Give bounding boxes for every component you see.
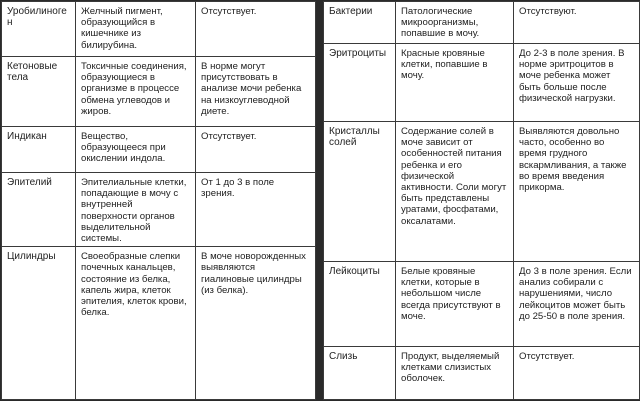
row-norm: В норме могут присутствовать в анализе мочи ребенка на низкоуглеводной диете. [196, 57, 316, 127]
row-name: Кристаллы солей [324, 122, 396, 262]
row-description: Своеобразные слепки почечных канальцев, состояние из белка, капель жира, клеток эпителия, клеток крови, белка. [76, 247, 196, 400]
row-description: Токсичные соединения, образующиеся в организме в процессе обмена углеводов и жиров. [76, 57, 196, 127]
row-norm: В моче новорожденных выявляются гиалиновые цилиндры (из белка). [196, 247, 316, 400]
row-name: Эпителий [2, 173, 76, 247]
table-row [2, 57, 316, 127]
table-row [324, 347, 640, 400]
table-row [2, 173, 316, 247]
row-norm: От 1 до 3 в поле зрения. [196, 173, 316, 247]
row-name: Бактерии [324, 2, 396, 44]
row-name: Цилиндры [2, 247, 76, 400]
row-description: Продукт, выделяемый клетками слизистых оболочек. [396, 347, 514, 400]
row-description: Белые кровяные клетки, которые в небольшом числе всегда присутствуют в моче. [396, 262, 514, 347]
row-name: Эритроциты [324, 44, 396, 122]
row-name: Кетоновые тела [2, 57, 76, 127]
table-row [324, 44, 640, 122]
row-norm: Отсутствует. [196, 2, 316, 57]
row-norm: Отсутствует. [514, 347, 640, 400]
row-description: Вещество, образующееся при окислении индола. [76, 127, 196, 173]
row-name: Слизь [324, 347, 396, 400]
row-norm: Выявляются довольно часто, особенно во время грудного вскармливания, а также во время введения прикорма. [514, 122, 640, 262]
table-row [2, 127, 316, 173]
row-name: Индикан [2, 127, 76, 173]
row-norm: До 3 в поле зрения. Если анализ собирали с нарушениями, число лейкоцитов может быть до 25-50 в поле зрения. [514, 262, 640, 347]
row-description: Желчный пигмент, образующийся в кишечнике из билирубина. [76, 2, 196, 57]
right-table-panel [322, 0, 640, 401]
table-row [324, 2, 640, 44]
row-description: Эпителиальные клетки, попадающие в мочу с внутренней поверхности органов выделительной системы. [76, 173, 196, 247]
row-description: Патологические микроорганизмы, попавшие в мочу. [396, 2, 514, 44]
row-description: Красные кровяные клетки, попавшие в мочу. [396, 44, 514, 122]
row-norm: Отсутствует. [196, 127, 316, 173]
row-norm: До 2-3 в поле зрения. В норме эритроцитов в моче ребенка может быть больше после физической нагрузки. [514, 44, 640, 122]
left-table [1, 1, 316, 400]
row-name: Уробилиноген [2, 2, 76, 57]
row-name: Лейкоциты [324, 262, 396, 347]
left-table-panel [0, 0, 317, 401]
table-row [324, 122, 640, 262]
right-table [323, 1, 640, 400]
row-norm: Отсутствуют. [514, 2, 640, 44]
row-description: Содержание солей в моче зависит от особенностей питания ребенка и его физической активности. Соли могут быть представлены уратами, фосфатами, оксалатами. [396, 122, 514, 262]
table-row [324, 262, 640, 347]
table-row [2, 2, 316, 57]
table-row [2, 247, 316, 400]
